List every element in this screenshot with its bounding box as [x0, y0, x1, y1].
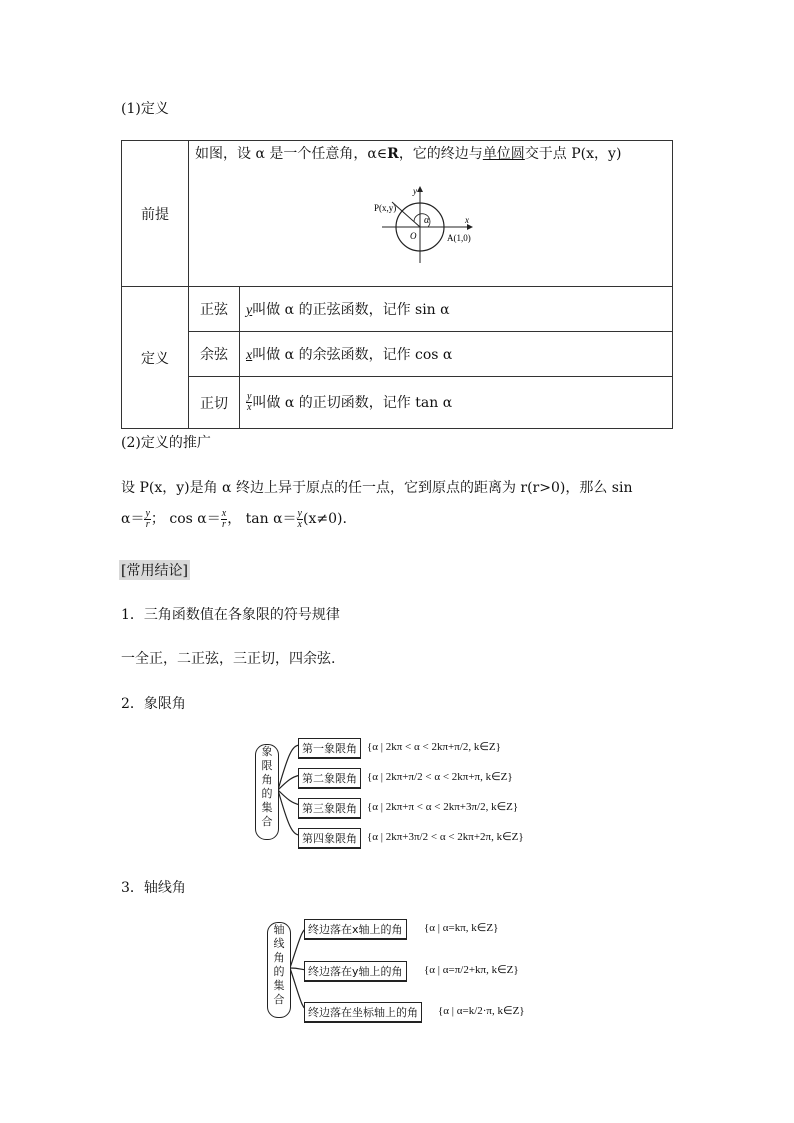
conclusion-3-title: 3．轴线角 — [121, 880, 186, 896]
generalization-line1: 设 P(x，y)是角 α 终边上异于原点的任一点，它到原点的距离为 r(r>0)，那么 sin — [121, 480, 633, 496]
sine-definition: y叫做 α 的正弦函数，记作 sin α — [240, 287, 673, 332]
premise-label: 前提 — [122, 141, 189, 287]
svg-text:α: α — [424, 215, 430, 226]
conclusion-1-title: 1．三角函数值在各象限的符号规律 — [121, 607, 340, 623]
conclusion-1-body: 一全正，二正弦，三正切，四余弦. — [121, 651, 336, 667]
quadrant-3-set: {α | 2kπ+π < α < 2kπ+3π/2, k∈Z} — [367, 801, 519, 813]
quadrant-4-tag: 第四象限角 — [298, 828, 361, 849]
axis-y-tag: 终边落在y轴上的角 — [304, 961, 407, 982]
cosine-definition: x叫做 α 的余弦函数，记作 cos α — [240, 332, 673, 377]
generalization-line2: α＝ $\frac{y}{r}$ ； cos α＝ $\frac{x}{r}$ ， tan α＝ $\frac{y}{x}$ (x≠0). — [121, 507, 347, 530]
axis-x-set: {α | α=kπ, k∈Z} — [424, 922, 499, 934]
quadrant-4-set: {α | 2kπ+3π/2 < α < 2kπ+2π, k∈Z} — [367, 831, 524, 843]
tangent-label: 正切 — [189, 377, 240, 429]
quadrant-1-set: {α | 2kπ < α < 2kπ+π/2, k∈Z} — [367, 741, 501, 753]
quadrant-1-tag: 第一象限角 — [298, 738, 361, 759]
axis-x-tag: 终边落在x轴上的角 — [304, 919, 407, 940]
conclusion-2-title: 2．象限角 — [121, 696, 186, 712]
axis-both-tag: 终边落在坐标轴上的角 — [304, 1002, 422, 1023]
section-heading-generalization: (2)定义的推广 — [121, 435, 211, 451]
common-conclusions-label: [常用结论] — [119, 560, 190, 580]
point-P-label: P(x,y) — [374, 203, 397, 213]
tangent-definition: $\frac{y}{x}$ 叫做 α 的正切函数，记作 tan α — [240, 377, 673, 429]
axis-center-label: 轴 线 角 的 集 合 — [267, 922, 291, 1018]
cosine-label: 余弦 — [189, 332, 240, 377]
axis-both-set: {α | α=k/2·π, k∈Z} — [438, 1005, 525, 1017]
definition-table — [121, 140, 673, 429]
sine-label: 正弦 — [189, 287, 240, 332]
quadrant-2-tag: 第二象限角 — [298, 768, 361, 789]
axis-y-set: {α | α=π/2+kπ, k∈Z} — [424, 964, 519, 976]
svg-text:y: y — [413, 186, 417, 196]
section-heading-definition: (1)定义 — [121, 101, 169, 117]
point-A-label: A(1,0) — [447, 233, 471, 243]
premise-text: 如图，设 α 是一个任意角，α∈R，它的终边与单位圆交于点 P(x，y) — [195, 146, 622, 162]
premise-cell — [189, 141, 673, 287]
quadrant-3-tag: 第三象限角 — [298, 798, 361, 819]
quadrant-2-set: {α | 2kπ+π/2 < α < 2kπ+π, k∈Z} — [367, 771, 513, 783]
terminal-side — [402, 211, 420, 227]
unit-circle-figure — [372, 183, 502, 273]
quadrant-center-label: 象 限 角 的 集 合 — [255, 744, 279, 840]
svg-text:x: x — [465, 215, 469, 225]
svg-text:O: O — [410, 231, 417, 241]
definition-label: 定义 — [122, 287, 189, 429]
